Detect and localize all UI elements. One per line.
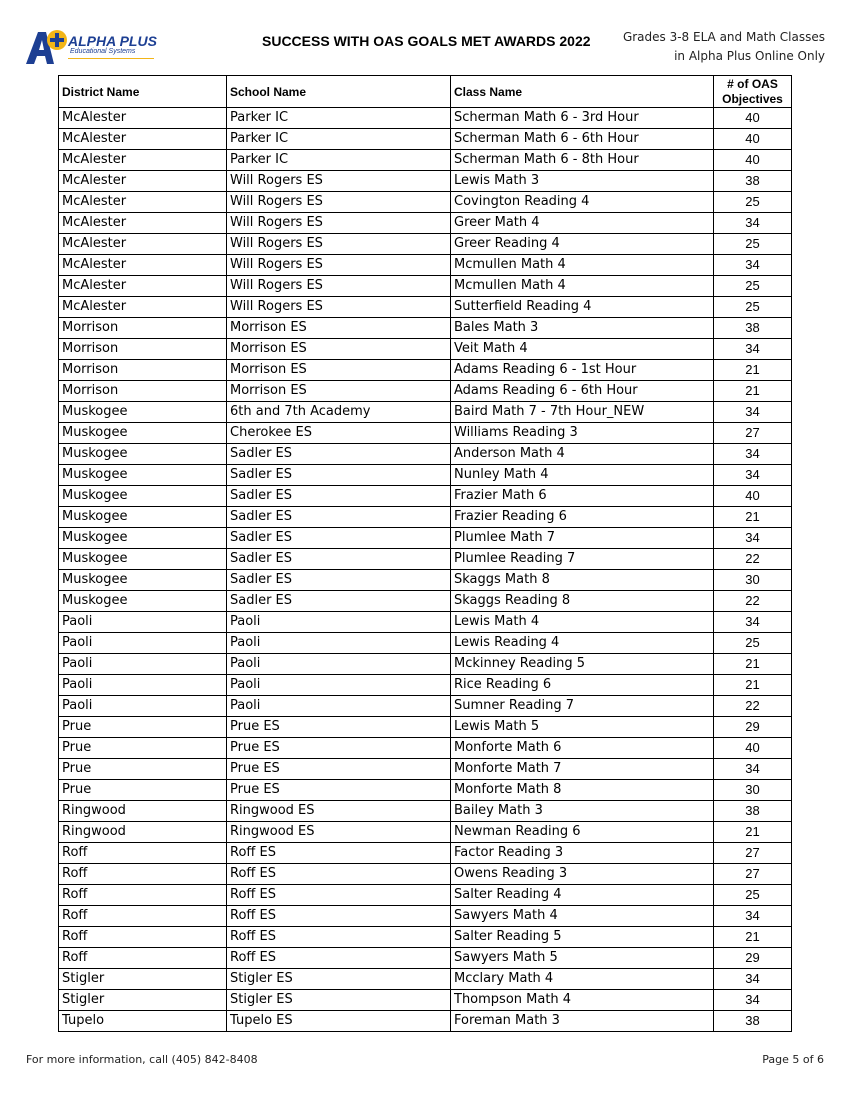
cell-class: Williams Reading 3 <box>451 423 714 444</box>
cell-school: Ringwood ES <box>227 822 451 843</box>
cell-class: Plumlee Reading 7 <box>451 549 714 570</box>
cell-class: Mcmullen Math 4 <box>451 255 714 276</box>
cell-class: Sawyers Math 4 <box>451 906 714 927</box>
cell-objectives: 34 <box>714 255 792 276</box>
table-row <box>59 570 792 591</box>
document-title: SUCCESS WITH OAS GOALS MET AWARDS 2022 <box>262 33 591 49</box>
cell-objectives: 34 <box>714 906 792 927</box>
cell-district: McAlester <box>59 129 227 150</box>
table-row <box>59 759 792 780</box>
table-row <box>59 381 792 402</box>
cell-class: Lewis Math 5 <box>451 717 714 738</box>
cell-objectives: 27 <box>714 423 792 444</box>
cell-district: Paoli <box>59 696 227 717</box>
cell-objectives: 27 <box>714 843 792 864</box>
cell-class: Factor Reading 3 <box>451 843 714 864</box>
logo-name: ALPHA PLUS <box>68 33 157 49</box>
cell-objectives: 25 <box>714 276 792 297</box>
cell-district: Paoli <box>59 633 227 654</box>
table-row <box>59 276 792 297</box>
cell-class: Skaggs Math 8 <box>451 570 714 591</box>
cell-school: Prue ES <box>227 738 451 759</box>
cell-school: Sadler ES <box>227 549 451 570</box>
table-row <box>59 843 792 864</box>
cell-class: Lewis Math 3 <box>451 171 714 192</box>
cell-class: Adams Reading 6 - 6th Hour <box>451 381 714 402</box>
cell-district: Muskogee <box>59 570 227 591</box>
cell-school: Roff ES <box>227 885 451 906</box>
cell-district: McAlester <box>59 213 227 234</box>
table-row <box>59 654 792 675</box>
cell-objectives: 40 <box>714 486 792 507</box>
table-row <box>59 402 792 423</box>
table-row <box>59 129 792 150</box>
cell-objectives: 40 <box>714 738 792 759</box>
table-row <box>59 906 792 927</box>
table-row <box>59 234 792 255</box>
cell-objectives: 34 <box>714 759 792 780</box>
cell-objectives: 29 <box>714 717 792 738</box>
table-row <box>59 1011 792 1032</box>
table-row <box>59 675 792 696</box>
cell-objectives: 34 <box>714 444 792 465</box>
cell-class: Bailey Math 3 <box>451 801 714 822</box>
cell-class: Mcmullen Math 4 <box>451 276 714 297</box>
cell-class: Salter Reading 4 <box>451 885 714 906</box>
cell-school: Will Rogers ES <box>227 297 451 318</box>
cell-district: McAlester <box>59 192 227 213</box>
cell-school: Will Rogers ES <box>227 213 451 234</box>
alpha-plus-logo <box>24 28 164 68</box>
table-row <box>59 192 792 213</box>
cell-objectives: 38 <box>714 1011 792 1032</box>
cell-school: Will Rogers ES <box>227 234 451 255</box>
cell-class: Adams Reading 6 - 1st Hour <box>451 360 714 381</box>
cell-district: Muskogee <box>59 465 227 486</box>
cell-district: Morrison <box>59 381 227 402</box>
cell-school: Sadler ES <box>227 507 451 528</box>
table-row <box>59 969 792 990</box>
cell-school: Will Rogers ES <box>227 171 451 192</box>
cell-objectives: 29 <box>714 948 792 969</box>
table-row <box>59 801 792 822</box>
cell-class: Monforte Math 7 <box>451 759 714 780</box>
subtitle-line-1: Grades 3-8 ELA and Math Classes <box>622 30 825 44</box>
table-row <box>59 255 792 276</box>
table-row <box>59 528 792 549</box>
cell-district: Morrison <box>59 360 227 381</box>
cell-school: Parker IC <box>227 150 451 171</box>
table-row <box>59 339 792 360</box>
cell-district: Stigler <box>59 969 227 990</box>
cell-objectives: 22 <box>714 549 792 570</box>
cell-class: Scherman Math 6 - 6th Hour <box>451 129 714 150</box>
cell-class: Monforte Math 8 <box>451 780 714 801</box>
cell-district: Roff <box>59 843 227 864</box>
table-row <box>59 822 792 843</box>
cell-class: Mcclary Math 4 <box>451 969 714 990</box>
cell-district: McAlester <box>59 108 227 129</box>
cell-district: Muskogee <box>59 528 227 549</box>
table-row <box>59 612 792 633</box>
cell-objectives: 21 <box>714 507 792 528</box>
table-row <box>59 990 792 1011</box>
cell-school: Will Rogers ES <box>227 276 451 297</box>
footer-contact: For more information, call (405) 842-8408 <box>26 1053 258 1066</box>
cell-district: Paoli <box>59 654 227 675</box>
table-body <box>59 108 792 1032</box>
cell-objectives: 38 <box>714 171 792 192</box>
cell-district: Ringwood <box>59 801 227 822</box>
cell-class: Newman Reading 6 <box>451 822 714 843</box>
cell-objectives: 21 <box>714 822 792 843</box>
cell-class: Plumlee Math 7 <box>451 528 714 549</box>
table-row <box>59 780 792 801</box>
cell-district: McAlester <box>59 150 227 171</box>
cell-district: Muskogee <box>59 444 227 465</box>
cell-class: Owens Reading 3 <box>451 864 714 885</box>
cell-school: Prue ES <box>227 759 451 780</box>
cell-objectives: 34 <box>714 339 792 360</box>
cell-school: Roff ES <box>227 906 451 927</box>
cell-district: Muskogee <box>59 591 227 612</box>
cell-objectives: 34 <box>714 969 792 990</box>
cell-district: Ringwood <box>59 822 227 843</box>
cell-objectives: 40 <box>714 108 792 129</box>
cell-school: Paoli <box>227 612 451 633</box>
table-row <box>59 927 792 948</box>
cell-class: Greer Reading 4 <box>451 234 714 255</box>
cell-district: Morrison <box>59 339 227 360</box>
cell-district: Prue <box>59 738 227 759</box>
table-row <box>59 108 792 129</box>
table-row <box>59 717 792 738</box>
cell-school: Parker IC <box>227 108 451 129</box>
document-subtitle <box>623 28 825 66</box>
cell-school: Sadler ES <box>227 528 451 549</box>
cell-district: Muskogee <box>59 423 227 444</box>
cell-district: Paoli <box>59 612 227 633</box>
table-row <box>59 633 792 654</box>
cell-class: Sutterfield Reading 4 <box>451 297 714 318</box>
cell-school: Parker IC <box>227 129 451 150</box>
cell-school: Roff ES <box>227 843 451 864</box>
cell-district: Prue <box>59 780 227 801</box>
cell-objectives: 25 <box>714 633 792 654</box>
cell-school: Sadler ES <box>227 486 451 507</box>
cell-objectives: 25 <box>714 192 792 213</box>
cell-class: Lewis Math 4 <box>451 612 714 633</box>
cell-class: Sumner Reading 7 <box>451 696 714 717</box>
cell-school: Morrison ES <box>227 381 451 402</box>
table-row <box>59 885 792 906</box>
cell-district: Prue <box>59 717 227 738</box>
cell-objectives: 40 <box>714 150 792 171</box>
cell-objectives: 30 <box>714 780 792 801</box>
table-row <box>59 318 792 339</box>
cell-school: Sadler ES <box>227 591 451 612</box>
cell-objectives: 27 <box>714 864 792 885</box>
table-row <box>59 738 792 759</box>
cell-district: McAlester <box>59 297 227 318</box>
cell-objectives: 34 <box>714 990 792 1011</box>
cell-class: Lewis Reading 4 <box>451 633 714 654</box>
logo-rule <box>68 58 154 59</box>
cell-objectives: 40 <box>714 129 792 150</box>
table-row <box>59 423 792 444</box>
cell-school: Stigler ES <box>227 969 451 990</box>
cell-class: Scherman Math 6 - 8th Hour <box>451 150 714 171</box>
cell-school: Cherokee ES <box>227 423 451 444</box>
cell-district: McAlester <box>59 234 227 255</box>
cell-objectives: 22 <box>714 591 792 612</box>
table-row <box>59 948 792 969</box>
cell-school: Sadler ES <box>227 465 451 486</box>
cell-class: Veit Math 4 <box>451 339 714 360</box>
awards-table <box>58 75 792 1032</box>
cell-school: Roff ES <box>227 927 451 948</box>
table-row <box>59 507 792 528</box>
cell-school: Morrison ES <box>227 360 451 381</box>
cell-school: Sadler ES <box>227 570 451 591</box>
footer-page-number: Page 5 of 6 <box>762 1053 824 1066</box>
cell-objectives: 21 <box>714 381 792 402</box>
cell-school: Paoli <box>227 633 451 654</box>
table-row <box>59 360 792 381</box>
header-oas-objectives-line-2: Objectives <box>722 91 783 106</box>
cell-objectives: 21 <box>714 360 792 381</box>
cell-class: Covington Reading 4 <box>451 192 714 213</box>
cell-class: Monforte Math 6 <box>451 738 714 759</box>
table-header-row <box>59 76 792 108</box>
header-district-name: District Name <box>59 76 227 108</box>
cell-school: Sadler ES <box>227 444 451 465</box>
cell-objectives: 38 <box>714 801 792 822</box>
cell-school: Roff ES <box>227 864 451 885</box>
cell-class: Foreman Math 3 <box>451 1011 714 1032</box>
cell-class: Mckinney Reading 5 <box>451 654 714 675</box>
table-row <box>59 213 792 234</box>
cell-school: 6th and 7th Academy <box>227 402 451 423</box>
cell-school: Paoli <box>227 654 451 675</box>
cell-district: Muskogee <box>59 507 227 528</box>
cell-class: Skaggs Reading 8 <box>451 591 714 612</box>
cell-school: Stigler ES <box>227 990 451 1011</box>
table-row <box>59 864 792 885</box>
header-school-name: School Name <box>227 76 451 108</box>
cell-district: McAlester <box>59 171 227 192</box>
cell-district: Roff <box>59 885 227 906</box>
cell-objectives: 34 <box>714 402 792 423</box>
cell-class: Sawyers Math 5 <box>451 948 714 969</box>
cell-objectives: 34 <box>714 465 792 486</box>
cell-district: Muskogee <box>59 402 227 423</box>
cell-objectives: 22 <box>714 696 792 717</box>
header-oas-objectives-line-1: # of OAS <box>727 76 778 91</box>
cell-school: Prue ES <box>227 780 451 801</box>
cell-district: Paoli <box>59 675 227 696</box>
alpha-plus-logo-icon <box>24 28 68 68</box>
cell-objectives: 25 <box>714 234 792 255</box>
cell-objectives: 34 <box>714 213 792 234</box>
cell-school: Roff ES <box>227 948 451 969</box>
cell-school: Prue ES <box>227 717 451 738</box>
header-oas-objectives <box>714 76 792 108</box>
cell-school: Paoli <box>227 696 451 717</box>
cell-district: McAlester <box>59 255 227 276</box>
cell-district: Roff <box>59 864 227 885</box>
table-row <box>59 696 792 717</box>
cell-objectives: 21 <box>714 675 792 696</box>
cell-school: Paoli <box>227 675 451 696</box>
cell-district: Muskogee <box>59 486 227 507</box>
logo-subtitle: Educational Systems <box>70 48 136 55</box>
cell-district: Tupelo <box>59 1011 227 1032</box>
cell-class: Nunley Math 4 <box>451 465 714 486</box>
cell-district: McAlester <box>59 276 227 297</box>
cell-objectives: 38 <box>714 318 792 339</box>
cell-class: Anderson Math 4 <box>451 444 714 465</box>
cell-objectives: 34 <box>714 528 792 549</box>
cell-objectives: 30 <box>714 570 792 591</box>
cell-school: Tupelo ES <box>227 1011 451 1032</box>
cell-class: Rice Reading 6 <box>451 675 714 696</box>
cell-school: Ringwood ES <box>227 801 451 822</box>
table-row <box>59 171 792 192</box>
cell-district: Prue <box>59 759 227 780</box>
cell-district: Roff <box>59 948 227 969</box>
cell-district: Muskogee <box>59 549 227 570</box>
cell-school: Morrison ES <box>227 339 451 360</box>
table-row <box>59 150 792 171</box>
subtitle-line-2: in Alpha Plus Online Only <box>674 49 825 63</box>
cell-school: Morrison ES <box>227 318 451 339</box>
cell-school: Will Rogers ES <box>227 255 451 276</box>
table-row <box>59 297 792 318</box>
cell-district: Morrison <box>59 318 227 339</box>
cell-class: Frazier Reading 6 <box>451 507 714 528</box>
table-row <box>59 465 792 486</box>
cell-class: Thompson Math 4 <box>451 990 714 1011</box>
cell-objectives: 34 <box>714 612 792 633</box>
cell-class: Bales Math 3 <box>451 318 714 339</box>
table-row <box>59 486 792 507</box>
cell-class: Frazier Math 6 <box>451 486 714 507</box>
cell-class: Greer Math 4 <box>451 213 714 234</box>
table-row <box>59 591 792 612</box>
cell-district: Roff <box>59 927 227 948</box>
cell-school: Will Rogers ES <box>227 192 451 213</box>
cell-objectives: 25 <box>714 297 792 318</box>
cell-objectives: 25 <box>714 885 792 906</box>
header-class-name: Class Name <box>451 76 714 108</box>
cell-objectives: 21 <box>714 654 792 675</box>
table-row <box>59 444 792 465</box>
cell-class: Salter Reading 5 <box>451 927 714 948</box>
cell-objectives: 21 <box>714 927 792 948</box>
table-row <box>59 549 792 570</box>
cell-district: Stigler <box>59 990 227 1011</box>
cell-class: Scherman Math 6 - 3rd Hour <box>451 108 714 129</box>
cell-class: Baird Math 7 - 7th Hour_NEW <box>451 402 714 423</box>
cell-district: Roff <box>59 906 227 927</box>
